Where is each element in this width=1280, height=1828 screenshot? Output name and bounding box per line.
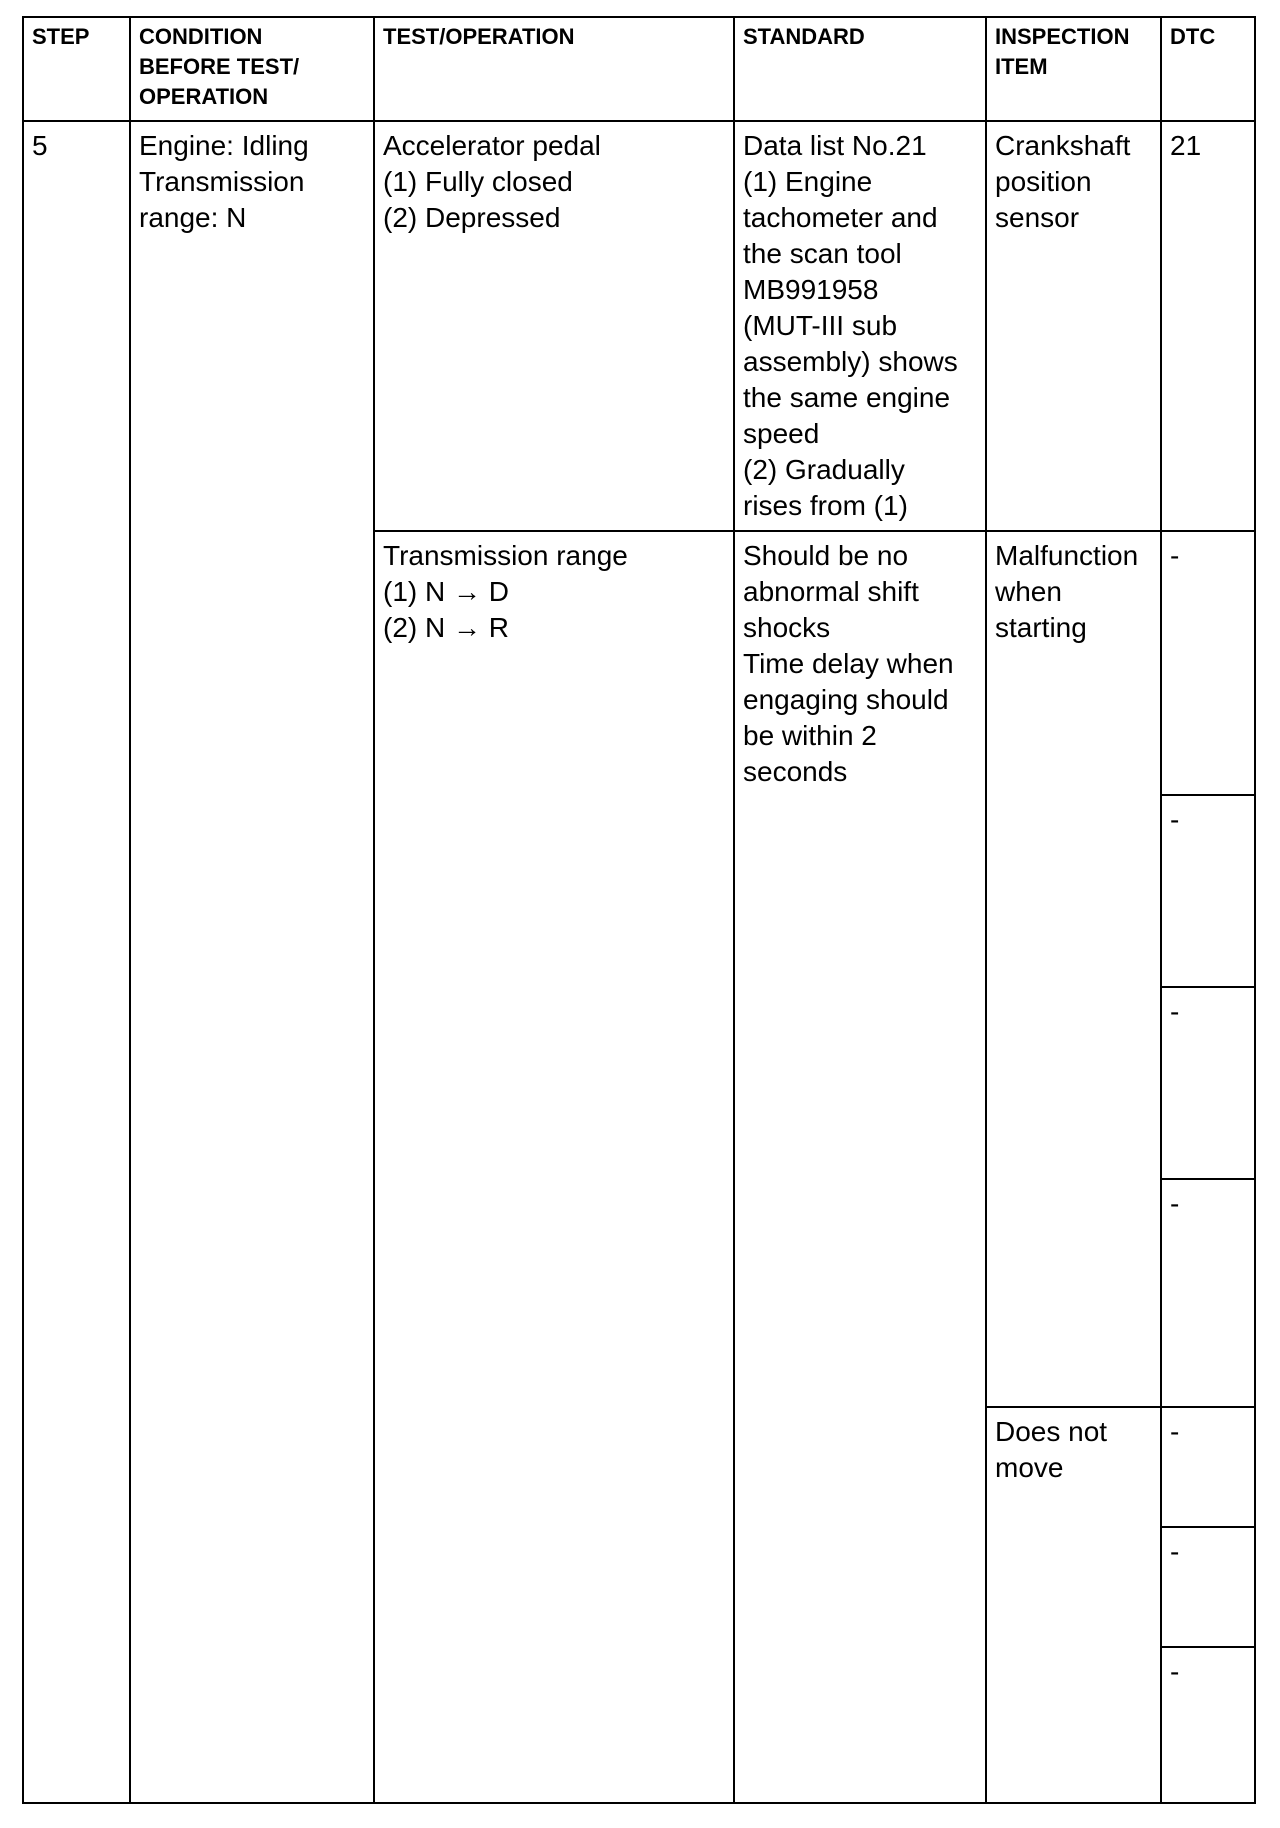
inspection-item-cell: Does not move — [986, 1407, 1161, 1803]
dtc-cell: - — [1161, 1407, 1255, 1527]
table-row — [23, 121, 1255, 531]
header-row — [23, 17, 1255, 121]
dtc-cell: - — [1161, 1179, 1255, 1407]
operation-cell: Transmission range (1) N → D (2) N → R — [374, 531, 734, 1803]
step-cell: 5 — [23, 121, 130, 1803]
header-standard: STANDARD — [734, 17, 986, 121]
dtc-cell: - — [1161, 1527, 1255, 1647]
inspection-table — [22, 16, 1256, 1804]
condition-cell: Engine: Idling Transmission range: N — [130, 121, 374, 1803]
inspection-item-cell: Crankshaft position sensor — [986, 121, 1161, 531]
header-inspection-item: INSPECTION ITEM — [986, 17, 1161, 121]
header-condition: CONDITION BEFORE TEST/ OPERATION — [130, 17, 374, 121]
standard-cell: Should be no abnormal shift shocks Time delay when engaging should be within 2 seconds — [734, 531, 986, 1803]
standard-cell: Data list No.21 (1) Engine tachometer and the scan tool MB991958 (MUT-III sub assembly) shows the same engine speed (2) Gradually rises from (1) — [734, 121, 986, 531]
header-dtc: DTC — [1161, 17, 1255, 121]
dtc-cell: - — [1161, 1647, 1255, 1803]
header-test-operation: TEST/OPERATION — [374, 17, 734, 121]
header-step: STEP — [23, 17, 130, 121]
dtc-cell: - — [1161, 531, 1255, 795]
dtc-cell: - — [1161, 987, 1255, 1179]
operation-cell: Accelerator pedal (1) Fully closed (2) Depressed — [374, 121, 734, 531]
inspection-item-cell: Malfunction when starting — [986, 531, 1161, 1407]
dtc-cell: - — [1161, 795, 1255, 987]
dtc-cell: 21 — [1161, 121, 1255, 531]
